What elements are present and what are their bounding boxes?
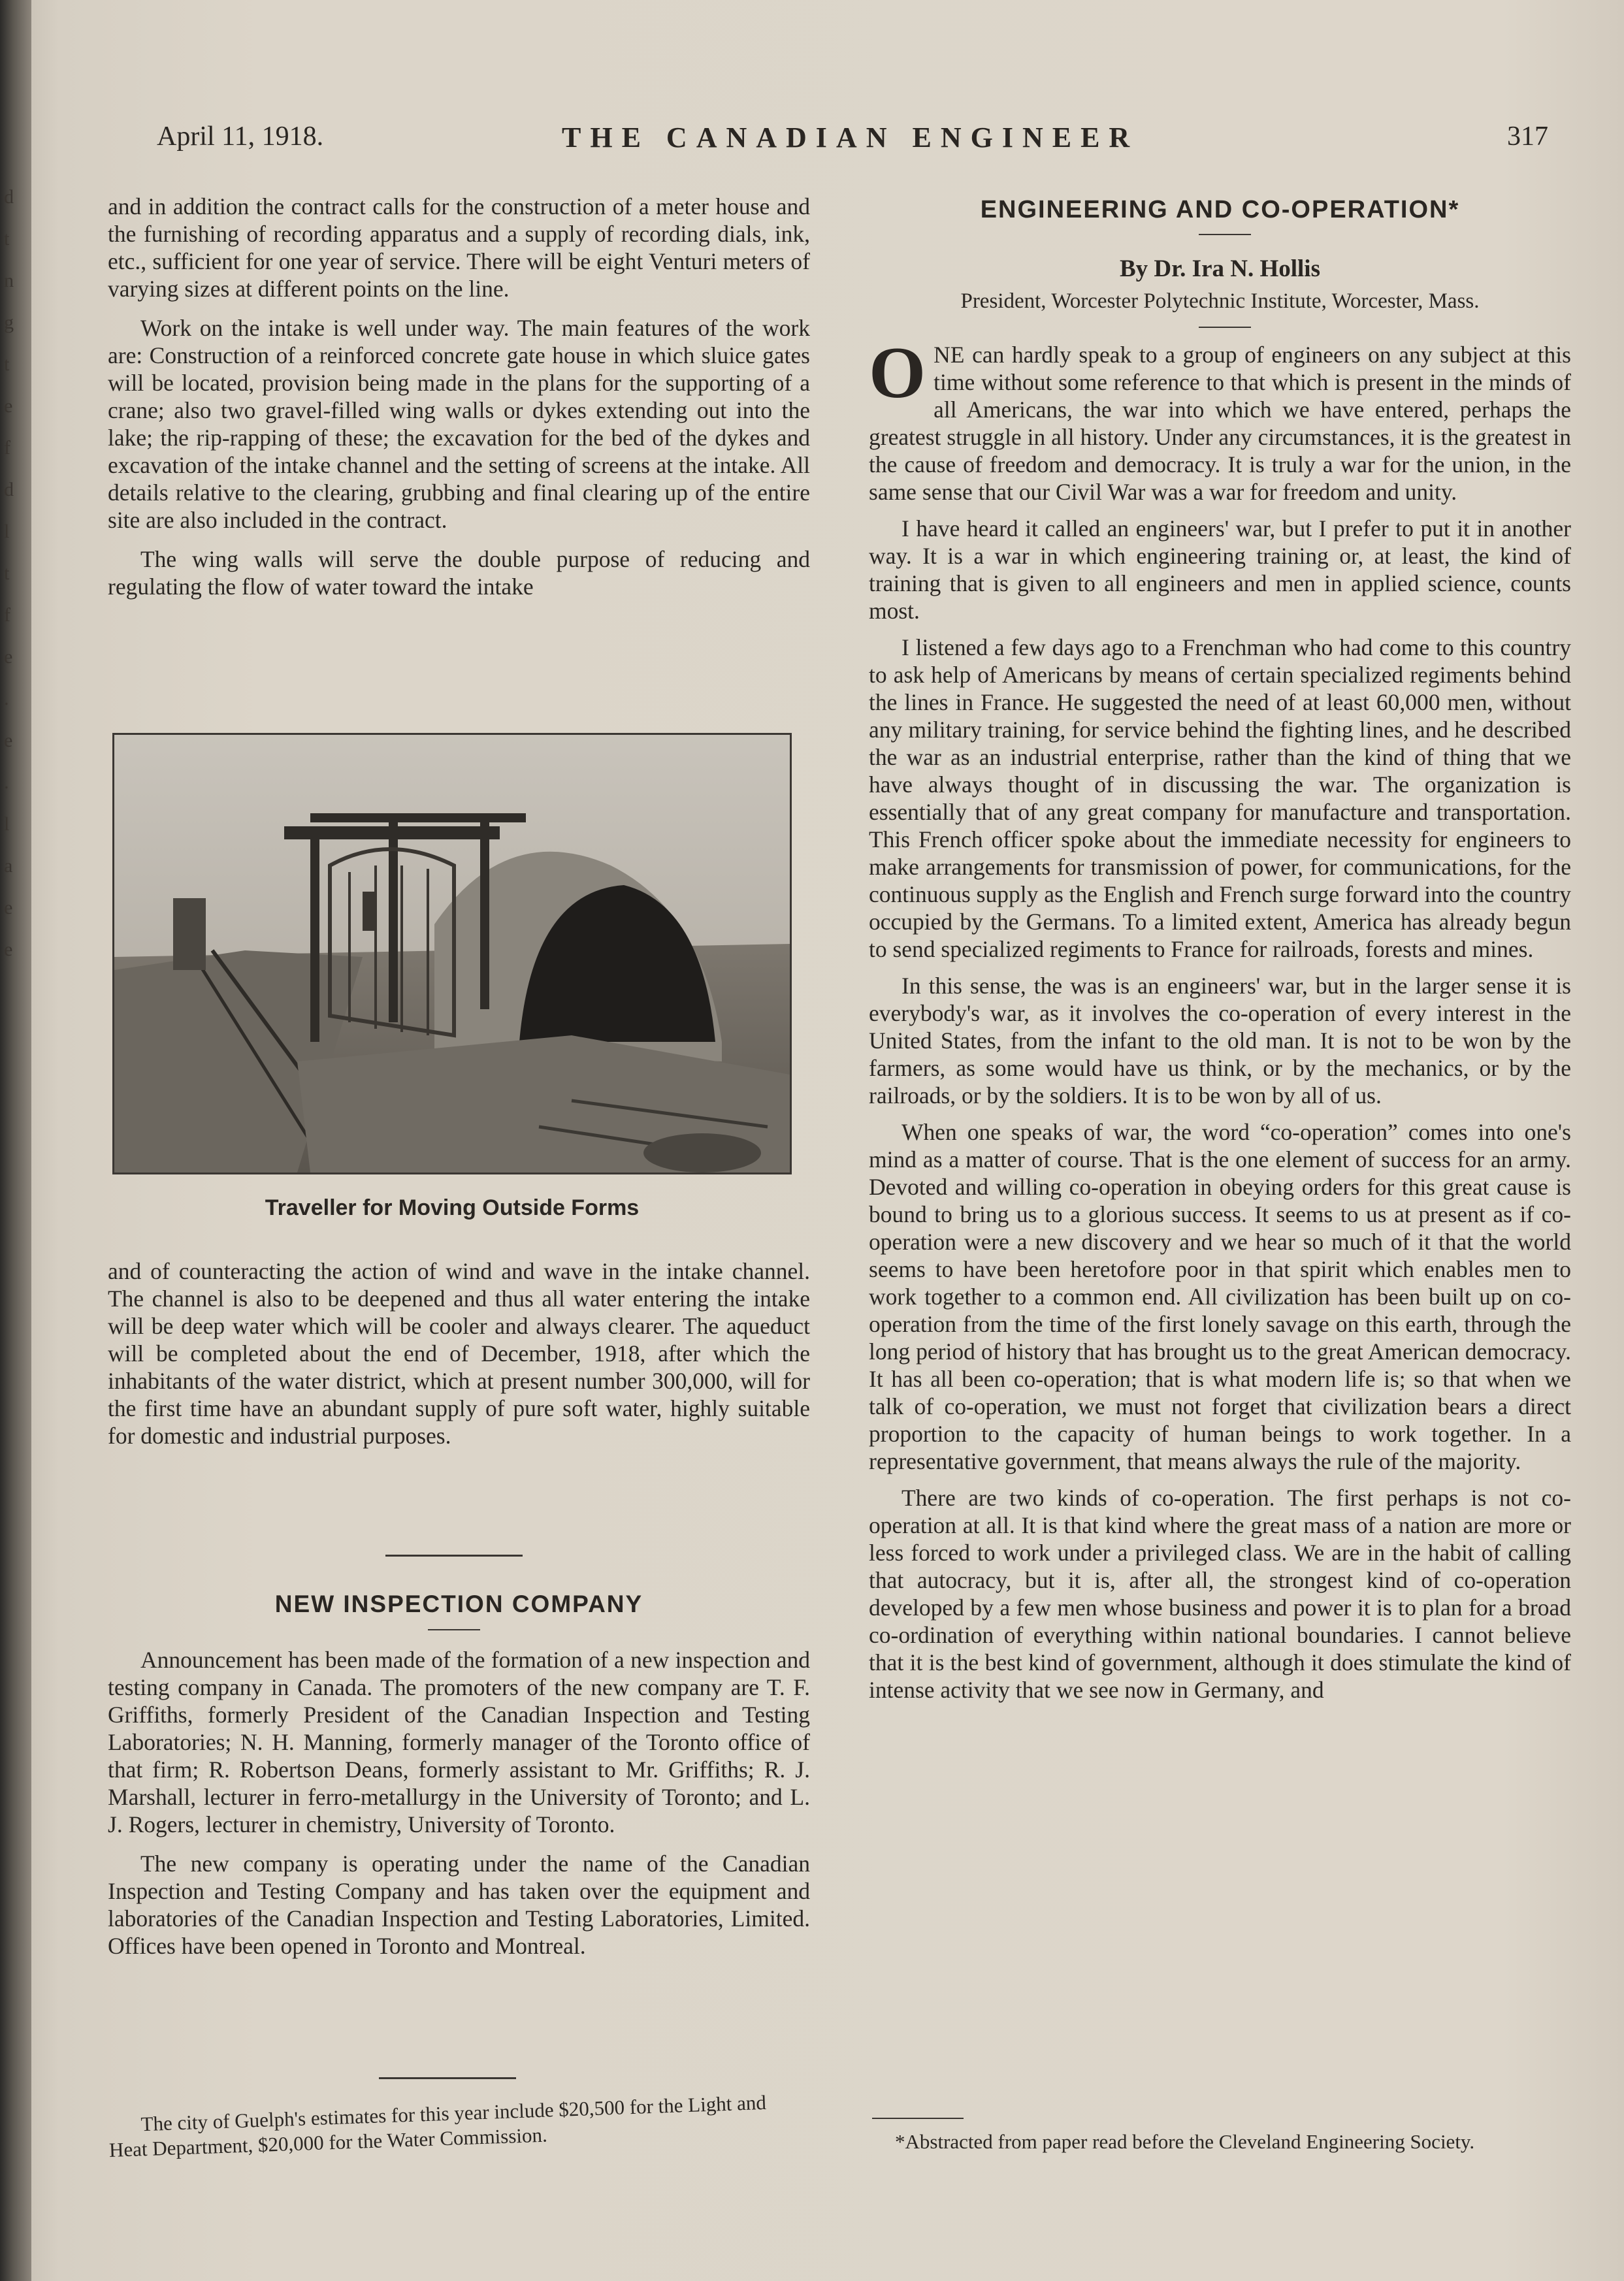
drop-cap: O: [869, 332, 926, 413]
paragraph: In this sense, the was is an engineers' war, but in the larger sense it is everybody's war, as it involves the co-operation of every interest in the United States, from the infant to the old man. It is not to be won by the farmers, as some would have us think, or by the mechanics, or by the railroads, or by the soldiers. It is to be won by all of us.: [869, 973, 1571, 1108]
paragraph-lead: [869, 332, 1571, 506]
byline-underline: [1199, 327, 1251, 328]
title-underline: [428, 1629, 480, 1630]
author-byline: By Dr. Ira N. Hollis: [1120, 255, 1320, 282]
author-affiliation: President, Worcester Polytechnic Institute, Worcester, Mass.: [960, 289, 1480, 313]
left-column-top: [108, 193, 810, 600]
paragraph-text: NE can hardly speak to a group of engineers on any subject at this time without some reference to that which is present in the minds of all Americans, the war into which we have entered, perhaps the greatest struggle in all history. Under any circumstances, it is the greatest in the cause of freedom and democracy. It is truly a war for the union, in the same sense that our Civil War was a war for freedom and unity.: [869, 342, 1571, 505]
paragraph: The new company is operating under the name of the Canadian Inspection and Testing Company and has taken over the equipment and laboratories of the Canadian Inspection and Testing Laboratories, Limited. Offices have been opened in Toronto and Montreal.: [108, 1851, 810, 1959]
photo-traveller-forms: [112, 733, 792, 1174]
section-divider: [385, 1555, 523, 1557]
left-column-middle: [108, 1257, 810, 1449]
paragraph: and of counteracting the action of wind and wave in the intake channel. The channel is also to be deepened and thus all water entering the intake will be deep water which will be cooler and always clearer. The aqueduct will be completed about the end of December, 1918, after which the inhabitants of the water district, which at present number 300,000, will for the first time have an abundant supply of pure soft water, highly suitable for domestic and industrial purposes.: [108, 1258, 810, 1449]
guelph-note: The city of Guelph's estimates for this year include $20,500 for the Light and Heat Department, $20,000 for the Water Commission.: [108, 2090, 767, 2161]
paragraph: I listened a few days ago to a Frenchman who had come to this country to ask help of Americans by means of certain specialized regiments behind the lines in France. He suggested the need of at least 60,000 men, without any military training, for service behind the fighting lines, and he described the war as an industrial enterprise, rather than the kind of thing that we have always thought of in discussing the war. The organization is essentially that of any great company for manufacture and transportation. This French officer spoke about the immediate necessity for engineers to make arrangements for transmission of power, for communications, for the continuous supply as the English and French surge forward into the country occupied by the Germans. To a limited extent, America has already begun to send specialized regiments to France for railroads, forests and mines.: [869, 634, 1572, 962]
left-column-bottom: [108, 1646, 810, 1960]
paragraph: The wing walls will serve the double purpose of reducing and regulating the flow of water toward the intake: [108, 546, 810, 600]
paragraph: Announcement has been made of the formation of a new inspection and testing company in Canada. The promoters of the new company are T. F. Griffiths, formerly President of the Canadian Inspection and Testing Laboratories; N. H. Manning, formerly manager of the Toronto office of that firm; R. Robertson Deans, formerly assistant to Mr. Griffiths; R. J. Marshall, lecturer in ferro-metallurgy in the University of Toronto; and L. J. Rogers, lecturer in chemistry, University of Toronto.: [108, 1647, 810, 1837]
footnote: *Abstracted from paper read before the Cleveland Engineering Society.: [895, 2130, 1475, 2153]
paragraph: When one speaks of war, the word “co-operation” comes into one's mind as a matter of course. That is the one element of success for an army. Devoted and willing co-operation in obeying orders for this great cause is bound to bring us to a glorious success. It seems to us at present as if co-operation were a new discovery and we hear so much of it that the world seems to have been heretofore poor in that spirit which enables men to work together to a common end. All civilization has been built up on co-operation from the time of the first lonely savage on this earth, through the long period of history that has brought us to the great American democracy. It has all been co-operation; that is what modern life is; so that when we talk of co-operation, we must not forget that civilization bears a direct proportion to the capacity of human beings to work together. In a representative government, that means always the rule of the majority.: [869, 1119, 1571, 1474]
journal-title: THE CANADIAN ENGINEER: [562, 121, 1139, 154]
title-underline: [1199, 234, 1251, 235]
issue-date: April 11, 1918.: [157, 121, 324, 152]
right-column-body: [869, 332, 1572, 1704]
section-title-inspection: NEW INSPECTION COMPANY: [274, 1591, 643, 1617]
footnote-divider: [872, 2118, 964, 2119]
paragraph: There are two kinds of co-operation. The first perhaps is not co-operation at all. It is that kind where the great mass of a nation are more or less forced to work under a privileged class. We are in the habit of calling that autocracy, but it is, after all, the strongest kind of co-operation developed by a few men whose business and power it is to plan for a broad co-ordination of everything within national boundaries. I cannot believe that it is the best kind of government, although it does stimulate the kind of intense activity that we see now in Germany, and: [869, 1485, 1571, 1703]
photo-illustration: [114, 735, 790, 1173]
paragraph: Work on the intake is well under way. The main features of the work are: Construction of a reinforced concrete gate house in which sluice gates will be located, provision being made in the plans for the supporting of a crane; also two gravel-filled wing walls or dykes extending out into the lake; the rip-rapping of these; the excavation for the bed of the dykes and excavation of the intake channel and the setting of screens at the intake. All details relative to the clearing, grubbing and final clearing up of the entire site are also included in the contract.: [108, 315, 810, 533]
note-divider: [379, 2077, 516, 2079]
running-header: [157, 121, 1548, 160]
margin-fragments: d t n g t e f d l t f e . e . l a e e: [4, 186, 14, 960]
paragraph: I have heard it called an engineers' war, but I prefer to put it in another way. It is a war in which engineering training or, at least, the kind of training that is given to all engineers and men in applied science, counts most.: [869, 515, 1571, 624]
photo-caption: Traveller for Moving Outside Forms: [265, 1195, 640, 1220]
article-title: ENGINEERING AND CO-OPERATION*: [980, 196, 1460, 223]
paragraph: and in addition the contract calls for the construction of a meter house and the furnishing of recording apparatus and a supply of recording dials, ink, etc., sufficient for one year of service. There will be eight Venturi meters of varying sizes at different points on the line.: [108, 193, 810, 302]
page-number: 317: [1507, 121, 1548, 152]
